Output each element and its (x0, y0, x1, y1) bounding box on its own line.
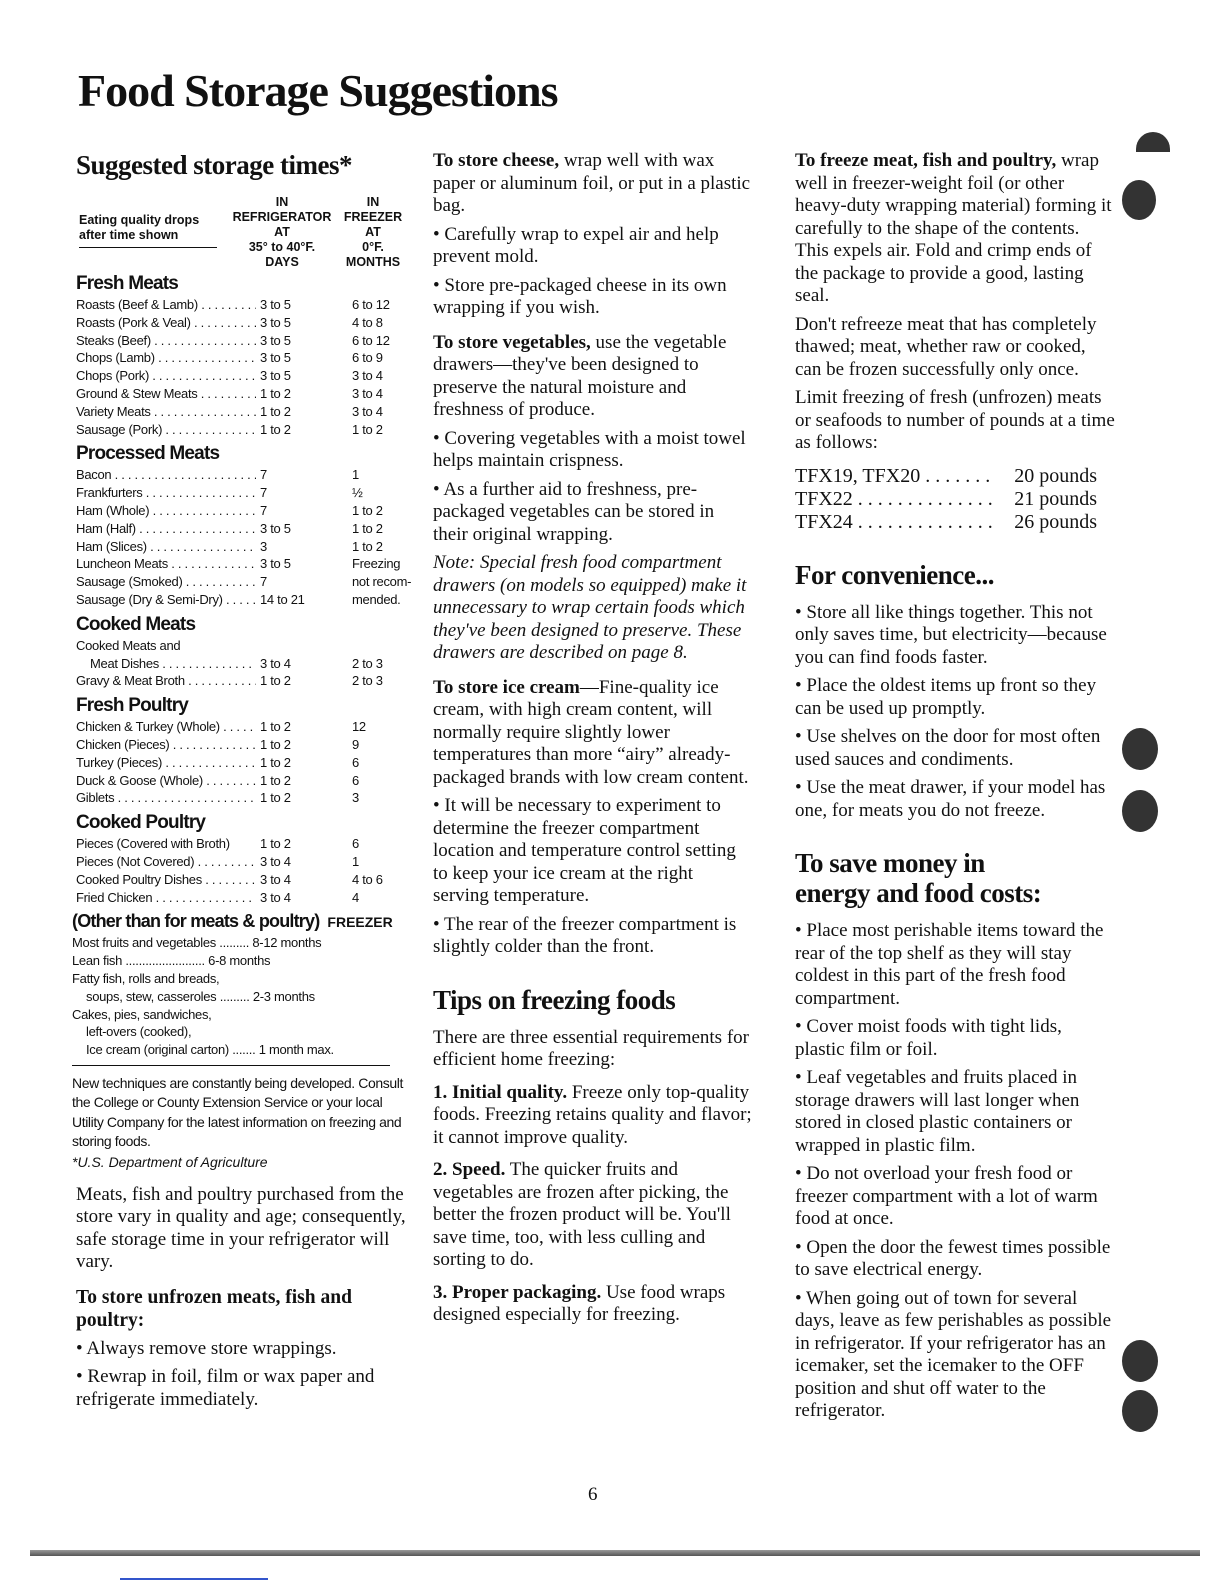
energy-item: • Leaf vegetables and fruits placed in storage drawers will last longer when stored in closed plastic containers or wrapped in plastic film. (795, 1067, 1080, 1156)
food-name: Cooked Meats and (76, 637, 181, 653)
refrigerator-days: 7 (260, 485, 330, 500)
storage-row (76, 872, 406, 890)
cheese-paragraph (433, 150, 753, 218)
divider (72, 1065, 390, 1066)
freezer-months: not recom- (352, 574, 412, 590)
food-name: Frankfurters . . . (76, 485, 256, 500)
refrigerator-days: 3 to 5 (260, 315, 330, 330)
refrigerator-days: 1 to 2 (260, 673, 330, 688)
food-name: Bacon . . . (76, 467, 256, 482)
convenience-item: • Place the oldest items up front so they can be used up promptly. (795, 675, 1097, 719)
storage-row (76, 656, 406, 674)
tips-item-text: The quicker fruits and vegetables are frozen after picking, the better the frozen product will be. You'll save time, too, with less culling and sorting to do. (433, 1159, 731, 1270)
refrigerator-days: 3 to 4 (260, 890, 330, 905)
food-name: Pieces (Not Covered) . . . (76, 854, 256, 869)
freeze-meat-text: wrap well in freezer-weight foil (or other heavy-duty wrapping material) forming it carefully to the shape of the contents. This expels air. Fold and crimp ends of the package to provide a good, lasting seal. (795, 150, 1112, 306)
vegetables-item: • As a further aid to freshness, pre-packaged vegetables can be stored in their original wrapping. (433, 478, 715, 545)
refrigerator-days: 3 to 5 (260, 368, 330, 383)
energy-item: • Do not overload your fresh food or freezer compartment with a lot of warm food at once. (795, 1163, 1098, 1229)
storage-row (76, 836, 406, 854)
food-name: Sausage (Dry & Semi-Dry) . . . (76, 592, 256, 607)
tips-heading: Tips on freezing foods (433, 984, 676, 1015)
icecream-text: —Fine-quality ice cream, with high cream content, will normally require slightly lower temperatures than more “airy” already-packaged brands with low cream content. (433, 676, 749, 788)
tips-item-text: Freeze only top-quality foods. Freezing retains quality and flavor; it cannot improve quality. (433, 1081, 752, 1148)
freezer-months: mended. (352, 592, 412, 607)
bottom-scan-edge (30, 1550, 1200, 1556)
model-limit-row (795, 465, 1115, 488)
freezer-months: 3 to 4 (352, 386, 412, 401)
storage-category-title: Cooked Poultry (76, 812, 206, 834)
header-text: REFRIGERATOR (232, 210, 332, 224)
icecream-item: • The rear of the freezer compartment is slightly colder than the front. (433, 913, 737, 957)
storage-row (76, 467, 406, 485)
freezer-months: 2 to 3 (352, 673, 412, 688)
binder-hole-mark (1136, 132, 1170, 152)
freezer-months: 1 (352, 467, 412, 482)
storage-row (76, 350, 406, 368)
model-pounds: 21 pounds (1014, 487, 1097, 510)
refrigerator-days: 3 to 5 (260, 556, 330, 571)
food-name: Roasts (Beef & Lamb) . . . (76, 297, 256, 312)
tips-item-lead: 2. Speed. (433, 1159, 506, 1180)
model-name: TFX19, TFX20 . . . (795, 465, 995, 488)
refrigerator-days: 3 (260, 539, 330, 554)
cheese-item: • Carefully wrap to expel air and help prevent mold. (433, 223, 719, 267)
freezer-months: 6 to 9 (352, 350, 412, 365)
freezer-months: 2 to 3 (352, 656, 412, 671)
store-quality-paragraph: Meats, fish and poultry purchased from the store vary in quality and age; consequently, safe storage time in your refrigerator will vary. (76, 1183, 406, 1273)
right-column (795, 150, 1115, 1429)
storage-row (76, 773, 406, 791)
convenience-heading: For convenience... (795, 559, 994, 590)
food-name: Chicken & Turkey (Whole) . . . (76, 719, 256, 734)
refrigerator-days: 1 to 2 (260, 404, 330, 419)
refrigerator-days: 1 to 2 (260, 755, 330, 770)
refrigerator-days: 7 (260, 503, 330, 518)
refrigerator-days: 1 to 2 (260, 737, 330, 752)
refrigerator-days: 3 to 4 (260, 854, 330, 869)
storage-row (76, 755, 406, 773)
food-name: Pieces (Covered with Broth) (76, 836, 230, 852)
energy-item: • Cover moist foods with tight lids, plastic film or foil. (795, 1016, 1062, 1060)
storage-row (76, 333, 406, 351)
refrigerator-days: 7 (260, 467, 330, 482)
model-pounds: 26 pounds (1014, 510, 1097, 533)
convenience-item: • Use the meat drawer, if your model has one, for meats you do not freeze. (795, 777, 1106, 821)
freezer-months: 6 (352, 836, 412, 851)
refrigerator-days: 3 to 5 (260, 521, 330, 536)
refrigerator-days: 3 to 5 (260, 297, 330, 312)
binder-hole-mark (1122, 180, 1156, 220)
storage-row (76, 386, 406, 404)
food-name: Cooked Poultry Dishes . . . (76, 872, 256, 887)
header-text: 0°F. (362, 240, 384, 254)
freezer-months: Freezing (352, 556, 412, 571)
tips-item-lead: 1. Initial quality. (433, 1081, 568, 1103)
header-text: IN (275, 195, 289, 209)
refrigerator-days: 3 to 4 (260, 656, 330, 671)
storage-row (76, 592, 406, 610)
tips-item (433, 1082, 753, 1150)
freeze-meat-lead: To freeze meat, fish and poultry, (795, 150, 1057, 171)
storage-category-title: Cooked Meats (76, 613, 196, 635)
freezer-months: 1 to 2 (352, 521, 412, 536)
storage-table-header (76, 189, 406, 269)
food-name: Luncheon Meats . . . (76, 556, 256, 571)
freezer-months: ½ (352, 485, 412, 500)
freezer-months: 3 to 4 (352, 404, 412, 419)
refrigerator-days: 7 (260, 574, 330, 589)
header-eating-quality (79, 213, 217, 248)
header-refrigerator (232, 195, 332, 270)
footnote: *U.S. Department of Agriculture (72, 1153, 268, 1170)
storage-times-heading: Suggested storage times* (76, 150, 352, 180)
freezer-months: 6 (352, 755, 412, 770)
freezer-months: 9 (352, 737, 412, 752)
food-name: Chops (Pork) . . . (76, 368, 256, 383)
refrigerator-days: 1 to 2 (260, 422, 330, 437)
page-title: Food Storage Suggestions (78, 65, 558, 116)
food-name: Steaks (Beef) . . . (76, 333, 256, 348)
cheese-item: • Store pre-packaged cheese in its own wrapping if you wish. (433, 274, 727, 318)
model-limit-row (795, 488, 1115, 511)
tips-item (433, 1159, 753, 1272)
unfrozen-heading: To store unfrozen meats, fish and poultry: (76, 1286, 352, 1331)
techniques-note: New techniques are constantly being developed. Consult the College or County Extension Service or your local Utility Company for the latest information on freezing and storing foods. (72, 1074, 403, 1150)
refrigerator-days: 1 to 2 (260, 386, 330, 401)
refrigerator-days: 14 to 21 (260, 592, 330, 607)
food-name: Ham (Whole) . . . (76, 503, 256, 518)
food-name: Gravy & Meat Broth . . . (76, 673, 256, 688)
storage-row (76, 854, 406, 872)
icecream-paragraph (433, 677, 753, 790)
model-name: TFX22 . . . (795, 488, 995, 511)
refrigerator-days: 3 to 5 (260, 350, 330, 365)
binder-hole-mark (1122, 728, 1158, 770)
food-name: Chicken (Pieces) . . . (76, 737, 256, 752)
food-name: Ground & Stew Meats . . . (76, 386, 256, 401)
vegetables-text: use the vegetable drawers—they've been designed to preserve the natural moisture and freshness of produce. (433, 331, 727, 420)
binder-hole-mark (1122, 790, 1158, 832)
other-food-row: Lean fish ........................ 6-8 months (72, 953, 271, 969)
header-left-line: after time shown (79, 228, 179, 242)
binder-hole-mark (1122, 1340, 1158, 1382)
model-limits (795, 465, 1115, 534)
freezer-months: 3 to 4 (352, 368, 412, 383)
refrigerator-days: 1 to 2 (260, 836, 330, 851)
freeze-meat-paragraph (795, 150, 1115, 308)
storage-row (76, 556, 406, 574)
storage-row (76, 485, 406, 503)
refrigerator-days: 1 to 2 (260, 719, 330, 734)
other-food-row: Cakes, pies, sandwiches, (72, 1006, 212, 1022)
other-food-row: Most fruits and vegetables ......... 8-12 months (72, 935, 322, 951)
storage-table-body (76, 273, 412, 907)
freezer-months: 1 to 2 (352, 422, 412, 437)
food-name: Chops (Lamb) . . . (76, 350, 256, 365)
storage-row (76, 297, 406, 315)
freezer-months: 3 (352, 790, 412, 805)
storage-row (76, 737, 406, 755)
freezer-months: 6 to 12 (352, 297, 412, 312)
food-name: Variety Meats . . . (76, 404, 256, 419)
header-text: FREEZER (343, 210, 403, 224)
tips-item (433, 1282, 753, 1327)
storage-row (76, 368, 406, 386)
header-text: AT (274, 225, 290, 239)
energy-item: • Open the door the fewest times possible to save electrical energy. (795, 1236, 1111, 1280)
bottom-mark (120, 1578, 268, 1580)
cheese-lead: To store cheese, (433, 150, 560, 171)
header-freezer (340, 195, 406, 270)
header-text: IN (366, 195, 380, 209)
other-food-row: Fatty fish, rolls and breads, (72, 970, 220, 986)
other-foods-title: (Other than for meats & poultry) (72, 911, 320, 932)
freezer-months: 4 (352, 890, 412, 905)
storage-row (76, 673, 406, 691)
freezer-months: 1 to 2 (352, 539, 412, 554)
other-foods-freezer-label: FREEZER (327, 914, 393, 931)
food-name: Giblets . . . (76, 790, 256, 805)
middle-column (433, 150, 753, 1333)
storage-row (76, 719, 406, 737)
energy-item: • Place most perishable items toward the rear of the top shelf as they will stay coldest in this part of the fresh food compartment. (795, 920, 1104, 1009)
refrigerator-days: 3 to 5 (260, 333, 330, 348)
page-number: 6 (588, 1484, 598, 1505)
food-name: Meat Dishes . . . (76, 656, 256, 671)
convenience-item: • Store all like things together. This not only saves time, but electricity—because you can find foods faster. (795, 601, 1107, 668)
storage-category-title: Fresh Meats (76, 273, 179, 294)
freezer-months: 1 to 2 (352, 503, 412, 518)
other-food-row: left-overs (cooked), (86, 1024, 192, 1040)
icecream-item: • It will be necessary to experiment to determine the freezer compartment location and temperature control setting to keep your ice cream at the right serving temperature. (433, 795, 736, 906)
other-food-row: Ice cream (original carton) ....... 1 month max. (86, 1042, 334, 1058)
food-name: Duck & Goose (Whole) . . . (76, 773, 256, 788)
vegetables-lead: To store vegetables, (433, 331, 591, 353)
other-food-row: soups, stew, casseroles ......... 2-3 months (86, 988, 315, 1004)
limit-paragraph: Limit freezing of fresh (unfrozen) meats or seafoods to number of pounds at a time as follows: (795, 387, 1115, 453)
food-name: Ham (Half) . . . (76, 521, 256, 536)
model-name: TFX24 . . . (795, 511, 995, 534)
freezer-months: 1 (352, 854, 412, 869)
storage-row (76, 422, 406, 440)
tips-item-text: Use food wraps designed especially for freezing. (433, 1281, 726, 1325)
refrigerator-days: 1 to 2 (260, 790, 330, 805)
refreeze-paragraph: Don't refreeze meat that has completely thawed; meat, whether raw or cooked, can be frozen successfully only once. (795, 313, 1097, 380)
food-name: Roasts (Pork & Veal) . . . (76, 315, 256, 330)
freezer-months: 6 (352, 773, 412, 788)
food-name: Ham (Slices) . . . (76, 539, 256, 554)
energy-item: • When going out of town for several days, leave as few perishables as possible in refrigerator. If your refrigerator has an icemaker, set the icemaker to the OFF position and shut off water to the refrigerator. (795, 1287, 1112, 1421)
tips-item-lead: 3. Proper packaging. (433, 1281, 602, 1303)
storage-row (76, 890, 406, 908)
storage-row (76, 790, 406, 808)
other-foods-heading (72, 911, 406, 932)
storage-row (76, 539, 406, 557)
freezer-months: 6 to 12 (352, 333, 412, 348)
unfrozen-item: • Always remove store wrappings. (76, 1337, 337, 1359)
convenience-item: • Use shelves on the door for most often used sauces and condiments. (795, 726, 1101, 770)
freezer-months: 4 to 8 (352, 315, 412, 330)
model-limit-row (795, 511, 1115, 534)
tips-intro: There are three essential requirements for efficient home freezing: (433, 1026, 749, 1070)
storage-times-column (72, 150, 412, 1417)
drawers-note: Note: Special fresh food compartment drawers (on models so equipped) make it unnecessary to wrap certain foods which they've been designed to preserve. These drawers are described on page 8. (433, 552, 747, 663)
storage-category-title: Fresh Poultry (76, 695, 189, 717)
storage-row (76, 638, 406, 656)
header-left-line: Eating quality drops (79, 213, 200, 227)
food-name: Turkey (Pieces) . . . (76, 755, 256, 770)
refrigerator-days: 1 to 2 (260, 773, 330, 788)
food-name: Fried Chicken . . . (76, 890, 256, 905)
unfrozen-item: • Rewrap in foil, film or wax paper and refrigerate immediately. (76, 1366, 375, 1410)
food-name: Sausage (Pork) . . . (76, 422, 256, 437)
icecream-lead: To store ice cream (433, 676, 580, 698)
header-text: MONTHS (345, 255, 401, 269)
storage-category-title: Processed Meats (76, 443, 220, 465)
cheese-text: wrap well with wax paper or aluminum foil, or put in a plastic bag. (433, 150, 751, 216)
vegetables-paragraph (433, 332, 753, 422)
refrigerator-days: 3 to 4 (260, 872, 330, 887)
energy-heading: To save money in energy and food costs: (795, 848, 1042, 908)
other-foods-list (72, 934, 406, 1059)
storage-row (76, 404, 406, 422)
storage-row (76, 315, 406, 333)
freezer-months: 12 (352, 719, 412, 734)
storage-row (76, 521, 406, 539)
storage-row (76, 574, 412, 592)
storage-row (76, 503, 406, 521)
binder-hole-mark (1122, 1390, 1158, 1432)
header-text: AT (365, 225, 381, 239)
freezer-months: 4 to 6 (352, 872, 412, 887)
food-name: Sausage (Smoked) . . . (76, 574, 256, 589)
model-pounds: 20 pounds (1014, 464, 1097, 487)
header-text: DAYS (265, 255, 299, 269)
vegetables-item: • Covering vegetables with a moist towel helps maintain crispness. (433, 427, 746, 471)
header-text: 35° to 40°F. (248, 240, 316, 254)
